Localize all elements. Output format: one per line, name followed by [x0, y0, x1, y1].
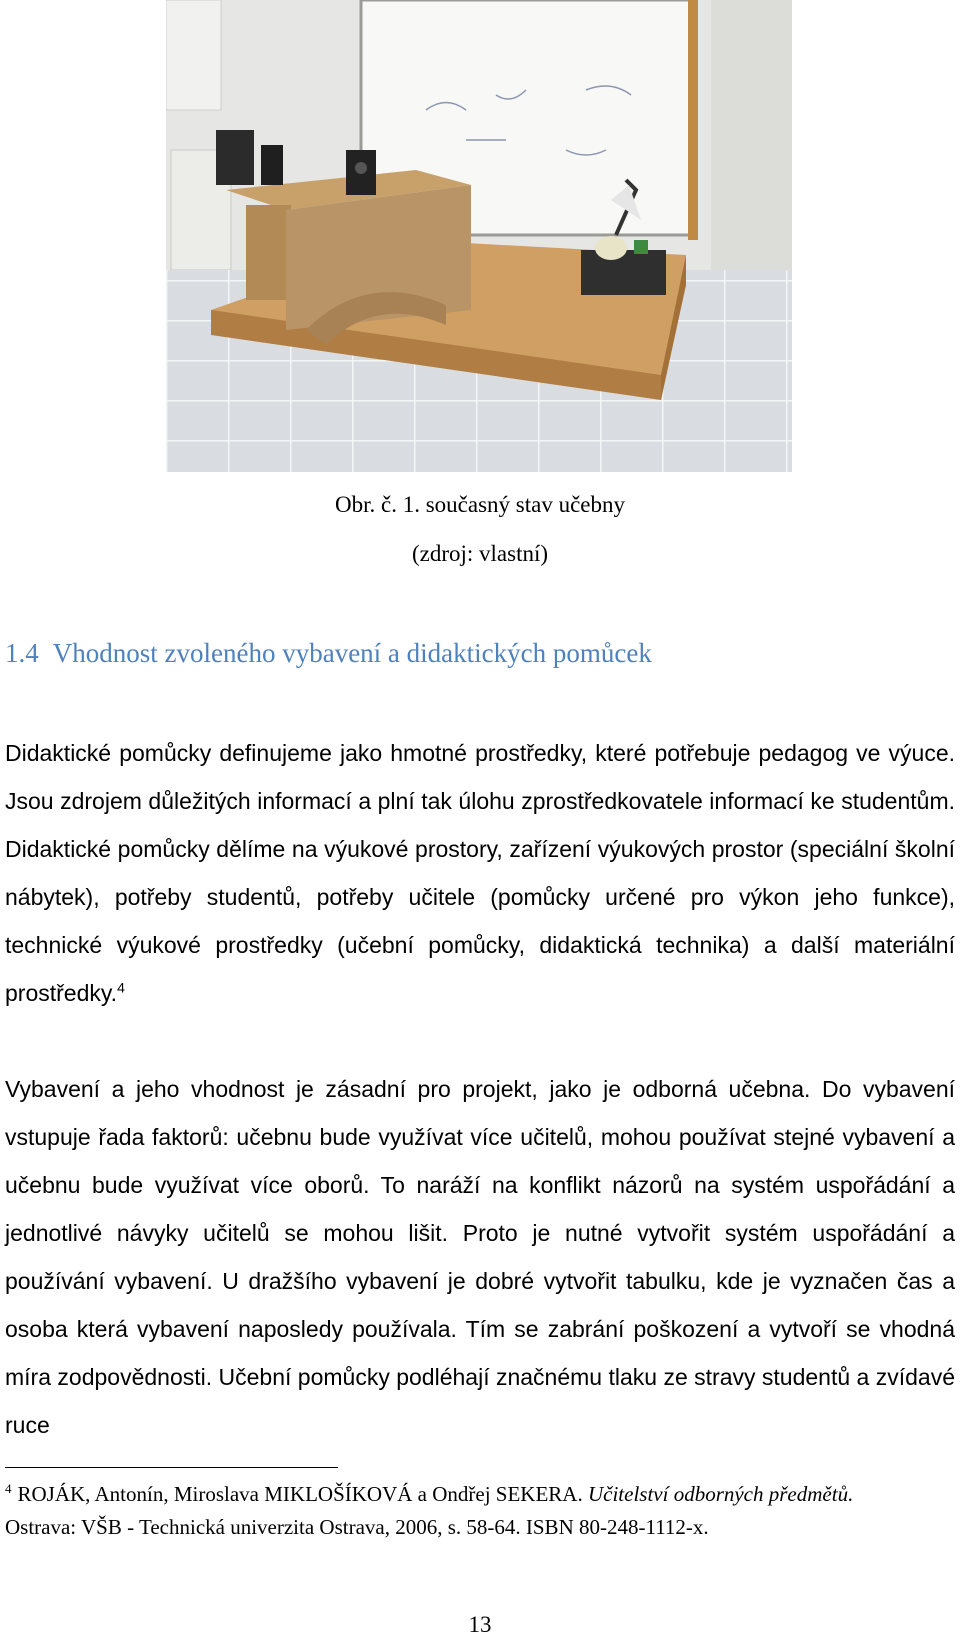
- footnote-authors: ROJÁK, Antonín, Miroslava MIKLOŠÍKOVÁ a Ondřej SEKERA.: [17, 1482, 583, 1506]
- footnote-marker: 4: [5, 1481, 12, 1496]
- section-title: Vhodnost zvoleného vybavení a didaktických pomůcek: [52, 638, 652, 668]
- footnote-reference: 4: [117, 979, 125, 996]
- paragraph-text: Didaktické pomůcky definujeme jako hmotné prostředky, které potřebuje pedagog ve výuce. Jsou zdrojem důležitých informací a plní tak úlohu zprostředkovatele informací ke studentům. Didaktické pomůcky dělíme na výukové prostory, zařízení výukových prostor (speciální školní nábytek), potřeby studentů, potřeby učitele (pomůcky určené pro výkon jeho funkce), technické výukové prostředky (učební pomůcky, didaktická technika) a další materiální prostředky.: [5, 740, 955, 1006]
- section-heading: [5, 636, 652, 670]
- page-number: 13: [468, 1612, 492, 1637]
- classroom-photo: [166, 0, 792, 472]
- footnote-separator: [5, 1467, 338, 1468]
- figure-caption: Obr. č. 1. současný stav učebny: [335, 492, 625, 517]
- figure-source: (zdroj: vlastní): [411, 541, 549, 566]
- footnote-title: Učitelství odborných předmětů.: [587, 1482, 854, 1506]
- footnote-publication: Ostrava: VŠB - Technická univerzita Ostrava, 2006, s. 58-64. ISBN 80-248-1112-x.: [5, 1515, 709, 1539]
- footnote: [5, 1478, 955, 1544]
- section-number: 1.4: [5, 638, 39, 668]
- paragraph-text: Vybavení a jeho vhodnost je zásadní pro projekt, jako je odborná učebna. Do vybavení vstupuje řada faktorů: učebnu bude využívat více učitelů, mohou používat stejné vybavení a učebnu bude využívat více oborů. To naráží na konflikt názorů na systém uspořádání a jednotlivé návyky učitelů se mohou lišit. Proto je nutné vytvořit systém uspořádání a používání vybavení. U dražšího vybavení je dobré vytvořit tabulku, kde je vyznačen čas a osoba která vybavení naposledy používala. Tím se zabrání poškození a vytvoří se vhodná míra zodpovědnosti. Učební pomůcky podléhají značnému tlaku ze stravy studentů a zvídavé ruce: [5, 1076, 955, 1438]
- paragraph: [5, 729, 955, 1017]
- paragraph: [5, 1065, 955, 1449]
